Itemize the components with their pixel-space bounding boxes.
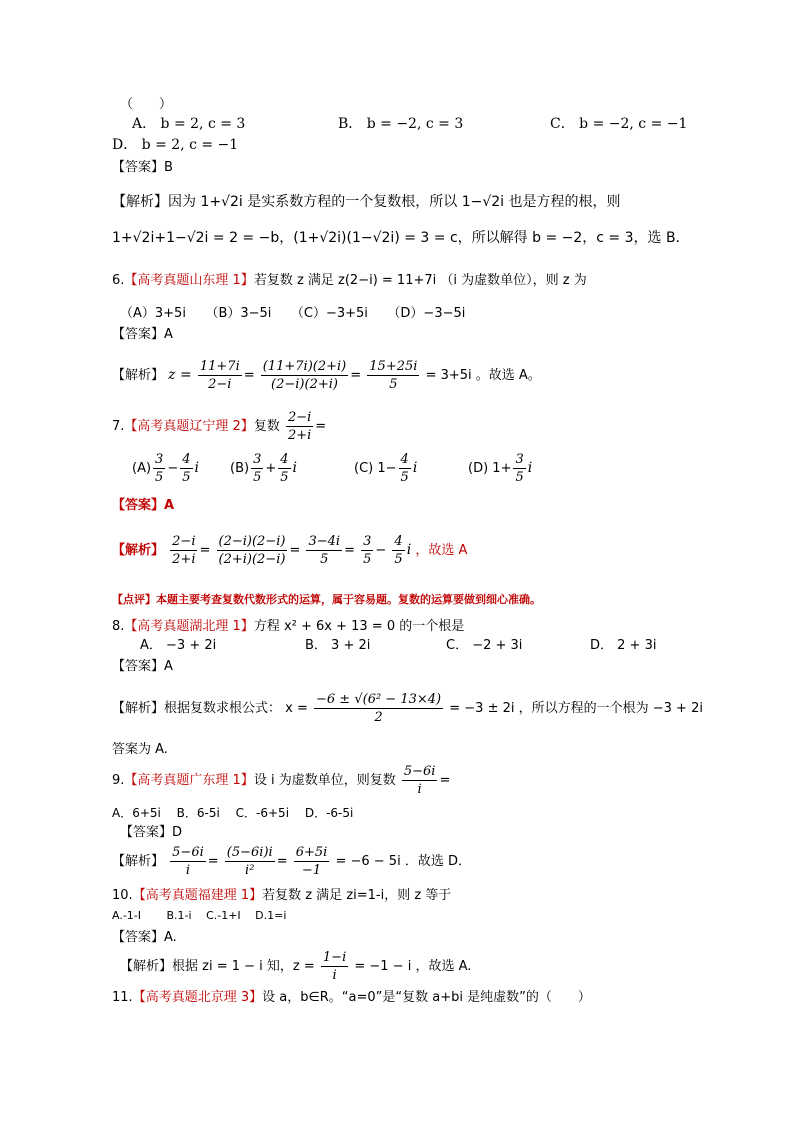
q9-answer: 【答案】D (120, 825, 183, 840)
q5-paren: （ ） (120, 97, 173, 112)
q8-answer: 【答案】A (112, 659, 173, 674)
q10-stem-line (112, 886, 451, 906)
q7-source-tag: 【高考真题辽宁理 2】 (124, 419, 254, 434)
q6-fraction-2: $\frac{(11+7i)(2+i)}{(2-i)(2+i)}$ (262, 359, 347, 392)
q7-explanation-end: ，故选 A (415, 543, 468, 558)
q5-explanation-line1 (112, 192, 621, 212)
q11-stem: 设 a，b∈R。“a=0”是“复数 a+bi 是纯虚数”的（ ） (262, 990, 591, 1005)
q8-source-tag: 【高考真题湖北理 1】 (124, 619, 254, 634)
q10-stem: 若复数 z 满足 zi=1-i，则 z 等于 (262, 888, 452, 903)
q8-explanation: 【解析】根据复数求根公式： x = $\frac{\text{−6 ± √(6² − 13×4)}}{2}$ = −3 ± 2i ，所以方程的一个根为 −3 + 2i (112, 692, 703, 725)
q6-stem: 若复数 z 满足 z(2−i) = 11+7i （i 为虚数单位），则 z 为 (253, 273, 587, 288)
q7-stem: 复数 (253, 419, 280, 434)
q5-option-d: D． b = 2, c = −1 (112, 137, 239, 153)
q5-answer: 【答案】B (112, 160, 173, 175)
q7-option-b: (B) $\frac{3}{5}$ + $\frac{4}{5}$ i (230, 452, 298, 485)
q7-option-c: (C) 1− $\frac{4}{5}$ i (354, 452, 418, 485)
q8-stem: 方程 x² + 6x + 13 = 0 的一个根是 (253, 619, 465, 634)
q9-number: 9. (112, 773, 125, 788)
q5-option-a: A． b = 2, c = 3 (132, 116, 246, 132)
q7-option-d: (D) 1+ $\frac{3}{5}$ i (468, 452, 533, 485)
q5-explanation-line2: 1+√2i+1−√2i = 2 = −b，(1+√2i)(1−√2i) = 3 = c，所以解得 b = −2，c = 3，选 B. (112, 230, 680, 246)
q7-stem-line: 7.【高考真题辽宁理 2】复数 $\frac{2-i}{2+i}$ = (112, 410, 327, 443)
q5-explanation-tag: 【解析】 (112, 194, 168, 210)
q8-option-c: C． −2 + 3i (446, 638, 523, 653)
q5-explanation-text1: 因为 1+√2i 是实系数方程的一个复数根，所以 1−√2i 也是方程的根，则 (168, 194, 621, 210)
q9-stem-line: 9.【高考真题广东理 1】设 i 为虚数单位，则复数 $\frac{5-6i}{i}$ = (112, 764, 451, 797)
q5-option-b: B． b = −2, c = 3 (338, 116, 464, 132)
q6-fraction-3: $\frac{15+25i}{5}$ (369, 359, 418, 392)
q10-explanation-tag: 【解析】 (120, 959, 173, 974)
q10-options: A.-1-I B.1-i C.-1+I D.1=i (112, 909, 287, 922)
q10-answer: 【答案】A. (112, 930, 177, 945)
q10-explanation: 【解析】根据 zi = 1 − i 知，z = $\frac{1-i}{i}$ = −1 − i ，故选 A. (120, 950, 472, 983)
q6-fraction-1: $\frac{11+7i}{2-i}$ (199, 359, 240, 392)
q7-number: 7. (112, 419, 125, 434)
q7-option-a: (A) $\frac{3}{5}$ − $\frac{4}{5}$ i (132, 452, 199, 485)
q6-answer: 【答案】A (112, 327, 173, 342)
q6-options: （A）3+5i （B）3−5i （C）−3+5i （D）−3−5i (120, 306, 466, 321)
q6-number: 6. (112, 273, 125, 288)
q5-option-c: C． b = −2, c = −1 (550, 116, 688, 132)
q11-source-tag: 【高考真题北京理 3】 (132, 990, 263, 1005)
q8-stem-line (112, 617, 464, 637)
q6-stem-line (112, 271, 587, 291)
q10-source-tag: 【高考真题福建理 1】 (132, 888, 263, 903)
q8-option-d: D． 2 + 3i (590, 638, 657, 653)
q8-number: 8. (112, 619, 125, 634)
q8-explanation-line2: 答案为 A. (112, 742, 168, 757)
q8-option-a: A． −3 + 2i (140, 638, 217, 653)
q8-option-b: B． 3 + 2i (305, 638, 371, 653)
q8-root-formula: $\frac{\text{−6 ± √(6² − 13×4)}}{2}$ (316, 692, 442, 725)
q9-explanation: 【解析】 $\frac{5-6i}{i}$ = $\frac{(5-6i)i}{\text{i²}}$ = $\frac{6+5i}{-1}$ = −6 − 5i ．故选 D． (112, 845, 471, 878)
q6-explanation-tag: 【解析】 (112, 368, 165, 383)
q11-stem-line (112, 988, 591, 1008)
q9-stem: 设 i 为虚数单位，则复数 (253, 773, 396, 788)
q7-explanation-tag: 【解析】 (112, 543, 165, 558)
q9-explanation-tag: 【解析】 (112, 854, 165, 869)
q11-number: 11. (112, 990, 133, 1005)
q6-source-tag: 【高考真题山东理 1】 (124, 273, 254, 288)
q7-stem-fraction: $\frac{2-i}{2+i}$ (287, 410, 312, 443)
q9-options: A．6+5i B．6-5i C．-6+5i D．-6-5i (112, 806, 354, 820)
q7-comment: 【点评】本题主要考查复数代数形式的运算，属于容易题。复数的运算要做到细心准确。 (112, 593, 541, 606)
q10-number: 10. (112, 888, 133, 903)
q7-explanation: 【解析】 $\frac{2-i}{2+i}$ = $\frac{(2-i)(2-i)}{(2+i)(2-i)}$ = $\frac{3-4i}{5}$ = $\frac{3}{5}$ − $\frac{4}{5}$ i ，故选 A (112, 534, 468, 567)
q6-explanation: 【解析】 z = $\frac{11+7i}{2-i}$ = $\frac{(11+7i)(2+i)}{(2-i)(2+i)}$ = $\frac{15+25i}{5}$ = 3+5i 。故选 A。 (112, 359, 541, 392)
q7-answer: 【答案】A (112, 498, 175, 513)
q6-explanation-end: = 3+5i 。故选 A。 (425, 368, 541, 383)
q8-explanation-tag: 【解析】 (112, 701, 165, 716)
q9-source-tag: 【高考真题广东理 1】 (124, 773, 254, 788)
q6-z-label: z = (168, 367, 192, 383)
